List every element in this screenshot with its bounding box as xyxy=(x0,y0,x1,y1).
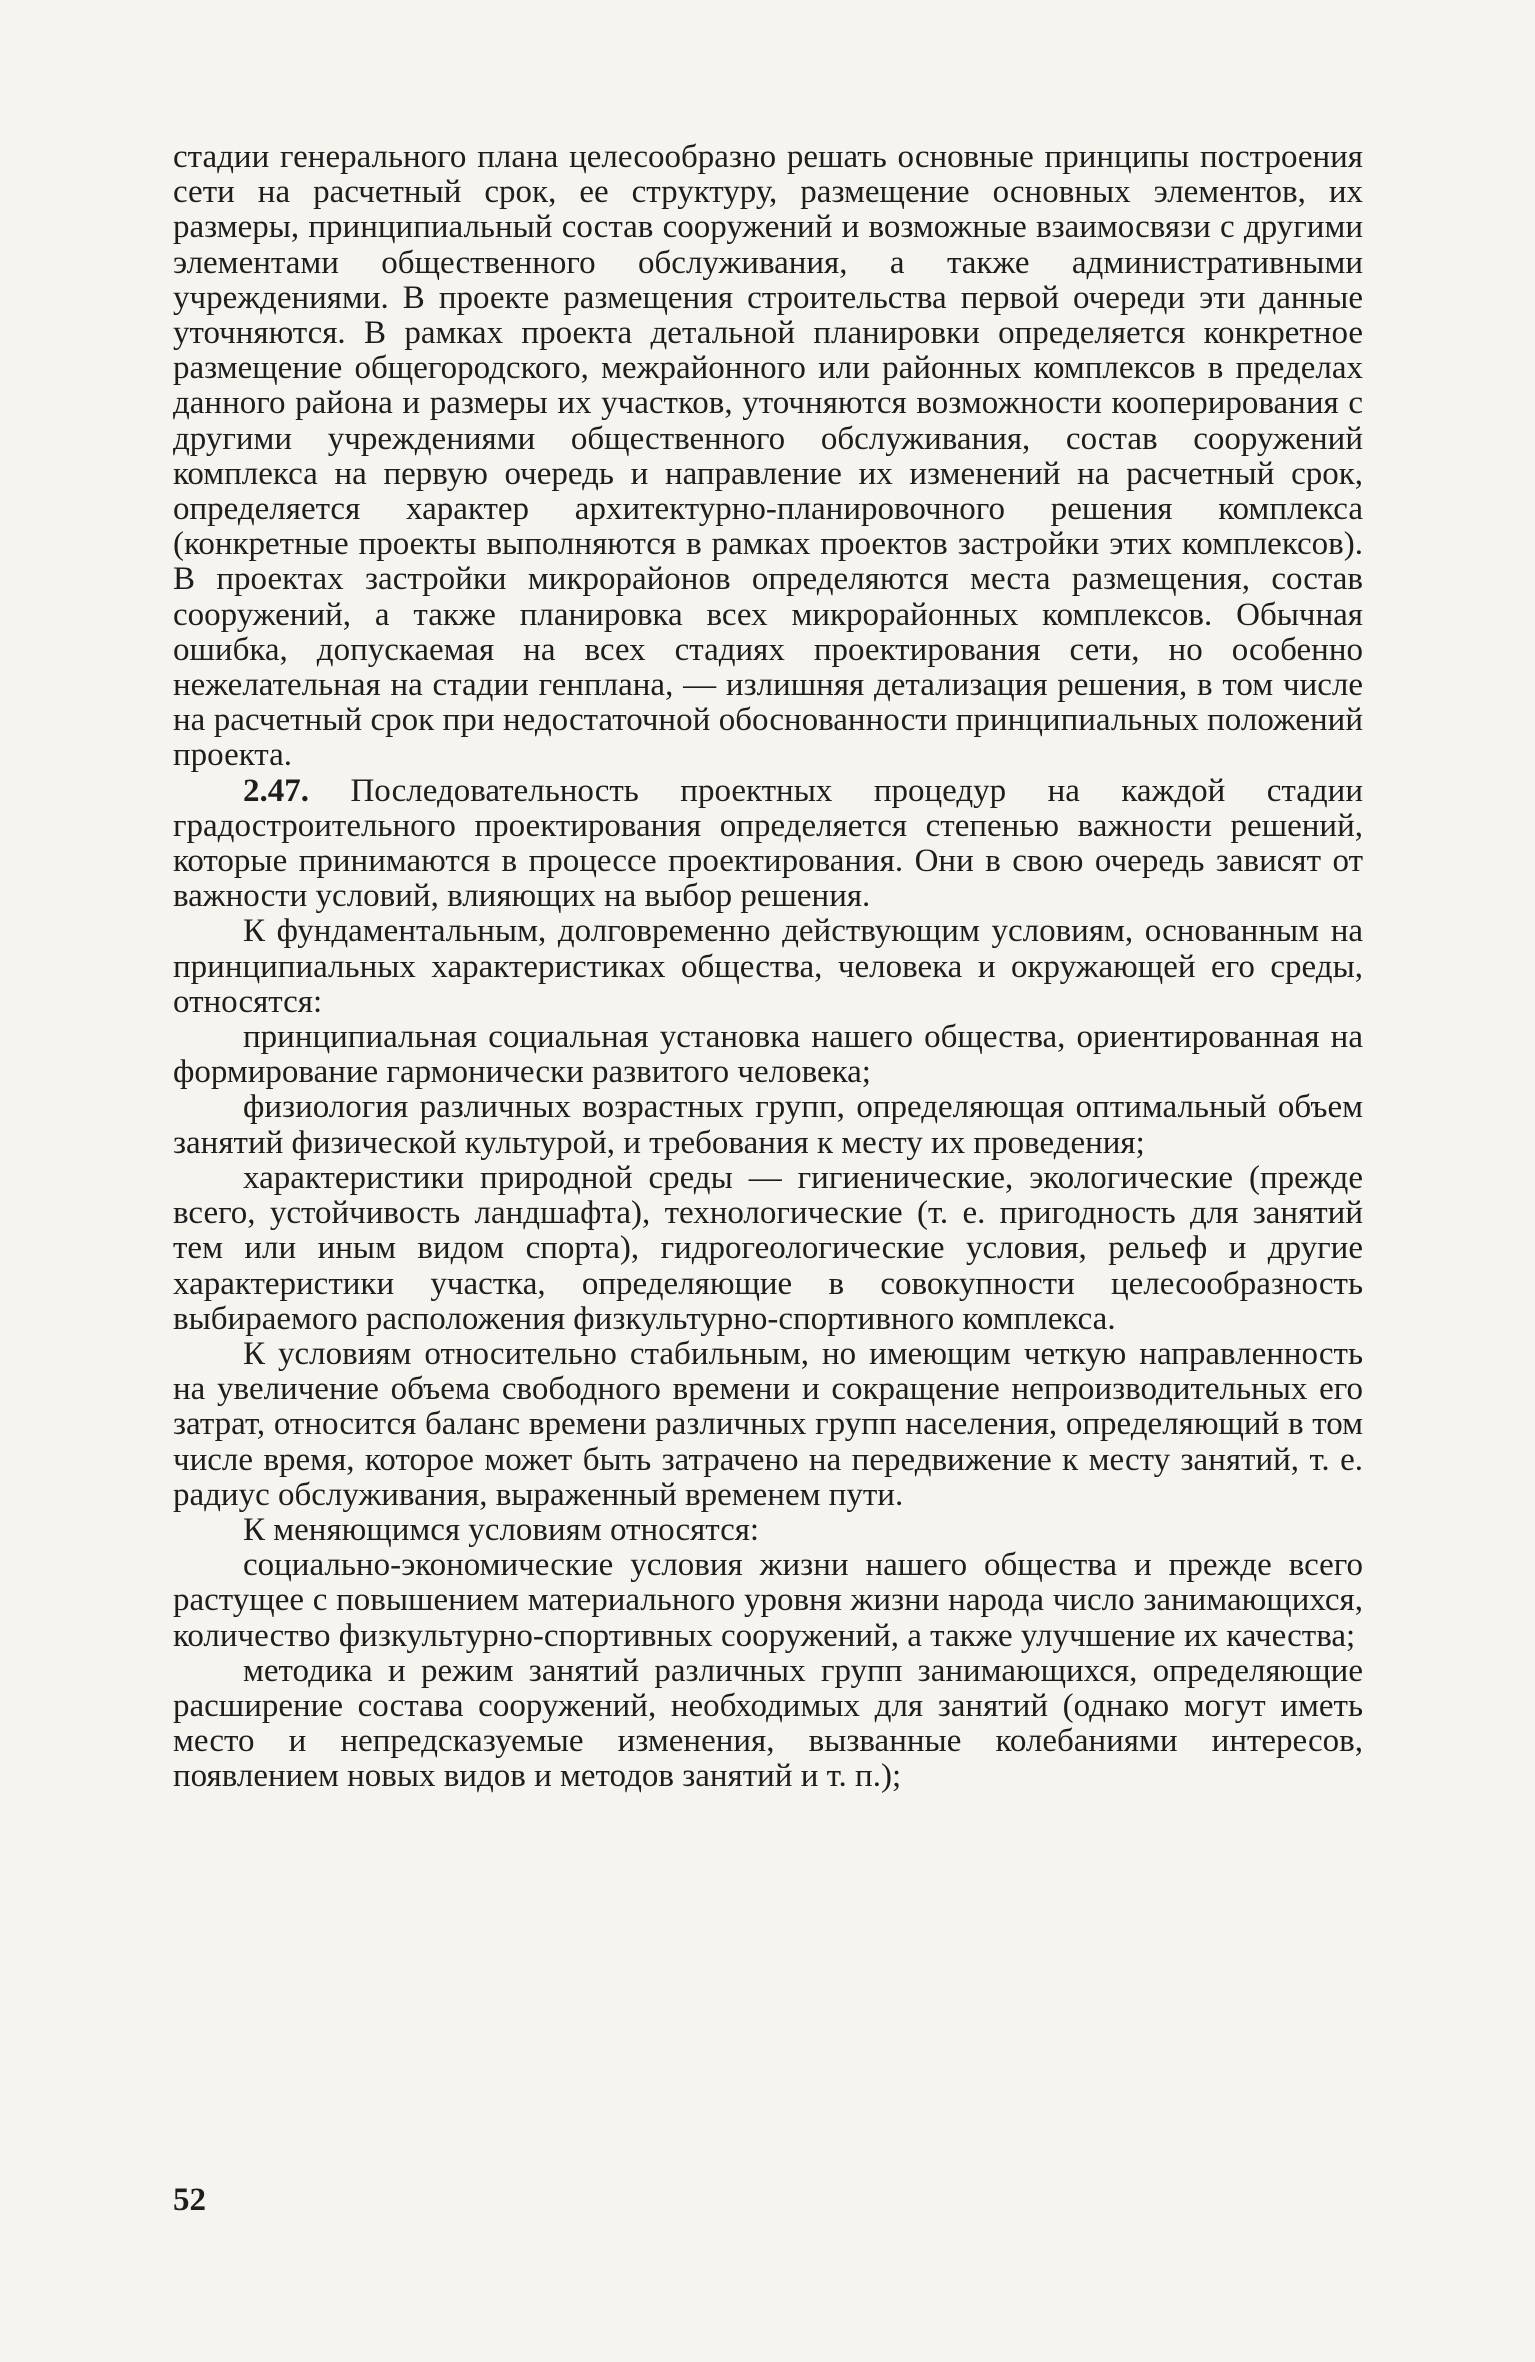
paragraph-2-text: Последовательность проектных процедур на каждой стадии градостроительного проектирования определяется степенью важности решений, которые принимаются в процессе проектирования. Они в свою очередь зависят от важности условий, влияющих на выбор решения. xyxy=(173,772,1363,915)
paragraph-9: социально-экономические условия жизни нашего общества и прежде всего растущее с повышением материального уровня жизни народа число занимающихся, количество физкультурно-спортивных сооружений, а также улучшение их качества; xyxy=(173,1547,1363,1654)
paragraph-2 xyxy=(173,774,1363,915)
section-number: 2.47. xyxy=(243,772,309,809)
paragraph-7: К условиям относительно стабильным, но имеющим четкую направленность на увеличение объема свободного времени и сокращение непроизводительных его затрат, относится баланс времени различных групп населения, определяющий в том числе время, которое может быть затрачено на передвижение к месту занятий, т. е. радиус обслуживания, выраженный временем пути. xyxy=(173,1335,1363,1513)
body-text xyxy=(173,140,1363,1795)
paragraph-8: К меняющимся условиям относятся: xyxy=(243,1511,760,1548)
paragraph-10: методика и режим занятий различных групп занимающихся, определяющие расширение состава сооружений, необходимых для занятий (однако могут иметь место и непредсказуемые изменения, вызванные колебаниями интересов, появлением новых видов и методов занятий и т. п.); xyxy=(173,1652,1363,1795)
paragraph-6: характеристики природной среды — гигиенические, экологические (прежде всего, устойчивость ландшафта), технологические (т. е. пригодность для занятий тем или иным видом спорта), гидрогеологические условия, рельеф и другие характеристики участка, определяющие в совокупности целесообразность выбираемого расположения физкультурно-спортивного комплекса. xyxy=(173,1159,1363,1337)
page-number: 52 xyxy=(173,2182,206,2218)
paragraph-3: К фундаментальным, долговременно действующим условиям, основанным на принципиальных характеристиках общества, человека и окружающей его среды, относятся: xyxy=(173,913,1363,1020)
paragraph-1: стадии генерального плана целесообразно решать основные принципы построения сети на расчетный срок, ее структуру, размещение основных элементов, их размеры, принципиальный состав сооружений и возможные взаимосвязи с другими элементами общественного обслуживания, а также административными учреждениями. В проекте размещения строительства первой очереди эти данные уточняются. В рамках проекта детальной планировки определяется конкретное размещение общегородского, межрайонного или районных комплексов в пределах данного района и размеры их участков, уточняются возможности кооперирования с другими учреждениями общественного обслуживания, состав сооружений комплекса на первую очередь и направление их изменений на расчетный срок, определяется характер архитектурно-планировочного решения комплекса (конкретные проекты выполняются в рамках проектов застройки этих комплексов). В проектах застройки микрорайонов определяются места размещения, состав сооружений, а также планировка всех микрорайонных комплексов. Обычная ошибка, допускаемая на всех стадиях проектирования сети, но особенно нежелательная на стадии генплана, — излишняя детализация решения, в том числе на расчетный срок при недостаточной обоснованности принципиальных положений проекта. xyxy=(173,139,1363,774)
paragraph-5: физиология различных возрастных групп, определяющая оптимальный объем занятий физической культурой, и требования к месту их проведения; xyxy=(173,1089,1363,1161)
paragraph-4: принципиальная социальная установка нашего общества, ориентированная на формирование гармонически развитого человека; xyxy=(173,1019,1363,1091)
